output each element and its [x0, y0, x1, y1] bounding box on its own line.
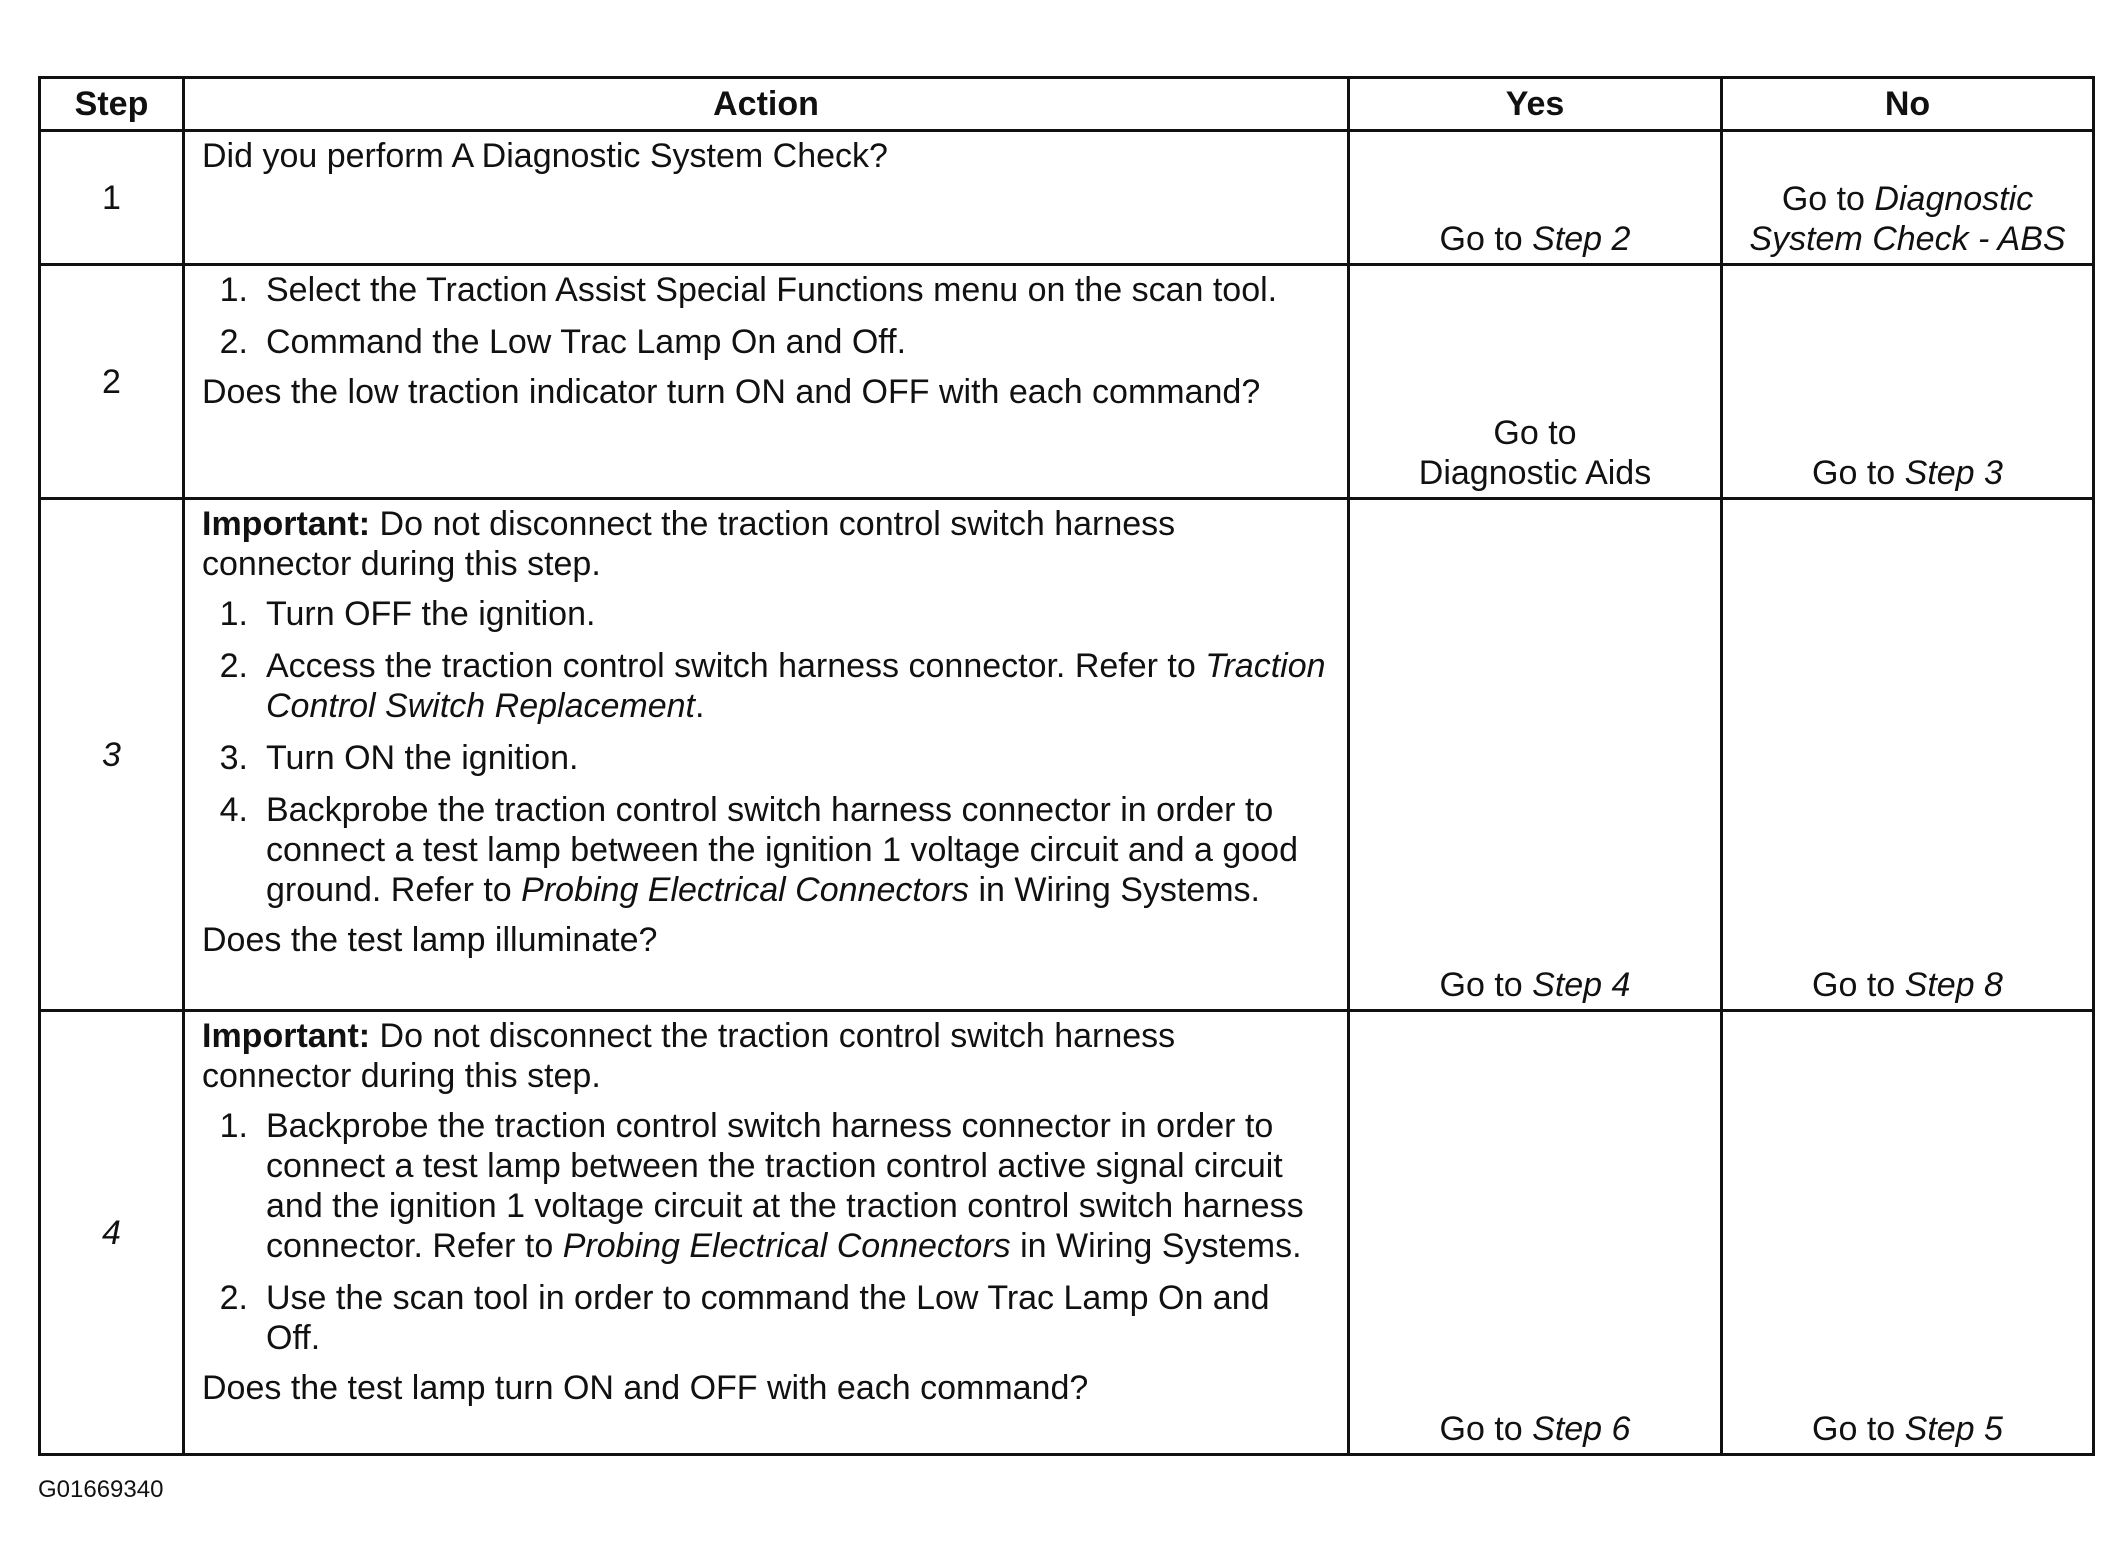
action-question: Does the low traction indicator turn ON and OFF with each command? [202, 373, 1261, 411]
header-row [40, 78, 2094, 131]
list-text: Select the Traction Assist Special Functions menu on the scan tool. [266, 271, 1278, 309]
yes-step-link[interactable]: Step 2 [1532, 220, 1631, 258]
important-label: Important: [202, 1017, 371, 1055]
list-number: 3. [219, 739, 248, 777]
step-number: 1 [40, 131, 184, 265]
table-row [40, 265, 2094, 499]
list-text: Turn OFF the ignition. [266, 595, 596, 633]
list-text-b: in Wiring Systems. [969, 871, 1260, 909]
important-label: Important: [202, 505, 371, 543]
list-text-b: in Wiring Systems. [1010, 1227, 1302, 1265]
header-no: No [1722, 78, 2094, 131]
list-number: 2. [219, 1279, 248, 1317]
no-cell [1722, 265, 2094, 499]
step-number: 3 [40, 499, 184, 1011]
header-action: Action [184, 78, 1349, 131]
list-item [202, 738, 1333, 778]
step-number: 4 [40, 1011, 184, 1455]
important-note [202, 1016, 1333, 1096]
table-row [40, 499, 2094, 1011]
action-steps [202, 270, 1333, 362]
yes-cell [1349, 1011, 1722, 1455]
yes-cell [1349, 499, 1722, 1011]
list-number: 1. [219, 595, 248, 633]
important-note [202, 504, 1333, 584]
list-text: Turn ON the ignition. [266, 739, 579, 777]
list-text-a: Backprobe the traction control switch harness connector in order to connect a test lamp between the ignition 1 voltage circuit and a good ground. Refer to [266, 791, 1299, 909]
action-cell [184, 131, 1349, 265]
action-question: Does the test lamp illuminate? [202, 921, 658, 959]
action-steps [202, 1106, 1333, 1358]
diagnostic-table [38, 76, 2095, 1456]
list-item [202, 1106, 1333, 1266]
no-step-link[interactable]: Step 3 [1904, 454, 2003, 492]
list-text [266, 790, 1333, 910]
step-number: 2 [40, 265, 184, 499]
list-text-a: Access the traction control switch harness connector. Refer to [266, 647, 1206, 685]
action-cell [184, 499, 1349, 1011]
list-text-a: Backprobe the traction control switch harness connector in order to connect a test lamp between the traction control active signal circuit and the ignition 1 voltage circuit at the traction control switch harness connector. Refer to [266, 1107, 1304, 1265]
table-row [40, 1011, 2094, 1455]
yes-step-link[interactable]: Step 4 [1532, 966, 1631, 1004]
important-text: Do not disconnect the traction control switch harness connector during this step. [202, 505, 1176, 583]
yes-cell [1349, 131, 1722, 265]
no-prefix: Go to [1812, 1410, 1905, 1448]
list-item [202, 322, 1333, 362]
yes-step-link[interactable]: Step 6 [1532, 1410, 1631, 1448]
no-cell [1722, 499, 2094, 1011]
list-text: Use the scan tool in order to command the Low Trac Lamp On and Off. [266, 1279, 1270, 1357]
no-cell [1722, 1011, 2094, 1455]
action-question: Does the test lamp turn ON and OFF with each command? [202, 1369, 1089, 1407]
action-steps [202, 594, 1333, 910]
list-number: 2. [219, 647, 248, 685]
list-text [266, 646, 1333, 726]
yes-step-link[interactable]: Diagnostic Aids [1418, 454, 1652, 492]
list-item [202, 1278, 1333, 1358]
yes-prefix: Go to [1439, 1410, 1533, 1448]
list-number: 1. [219, 271, 248, 309]
yes-prefix: Go to [1439, 966, 1533, 1004]
yes-prefix: Go to [1439, 220, 1533, 258]
no-cell [1722, 131, 2094, 265]
list-text-b: . [694, 687, 705, 725]
no-step-link[interactable]: Diagnostic System Check - ABS [1749, 180, 2066, 258]
yes-cell [1349, 265, 1722, 499]
reference-link[interactable]: Probing Electrical Connectors [521, 871, 970, 909]
action-question: Did you perform A Diagnostic System Check? [202, 137, 888, 175]
reference-link[interactable]: Probing Electrical Connectors [562, 1227, 1011, 1265]
table-row [40, 131, 2094, 265]
no-prefix: Go to [1812, 454, 1905, 492]
figure-id: G01669340 [38, 1476, 164, 1503]
list-number: 1. [219, 1107, 248, 1145]
yes-line-1: Go to [1493, 414, 1577, 452]
list-item [202, 790, 1333, 910]
list-item [202, 270, 1333, 310]
list-item [202, 646, 1333, 726]
list-number: 4. [219, 791, 248, 829]
action-cell [184, 1011, 1349, 1455]
no-prefix: Go to [1812, 966, 1905, 1004]
header-yes: Yes [1349, 78, 1722, 131]
reference-link[interactable]: Traction Control Switch Replacement [266, 647, 1326, 725]
list-number: 2. [219, 323, 248, 361]
important-text: Do not disconnect the traction control switch harness connector during this step. [202, 1017, 1176, 1095]
list-text: Command the Low Trac Lamp On and Off. [266, 323, 907, 361]
list-text [266, 1106, 1333, 1266]
no-step-link[interactable]: Step 8 [1904, 966, 2003, 1004]
no-prefix: Go to [1781, 180, 1875, 218]
action-cell [184, 265, 1349, 499]
no-step-link[interactable]: Step 5 [1904, 1410, 2003, 1448]
list-item [202, 594, 1333, 634]
header-step: Step [40, 78, 184, 131]
